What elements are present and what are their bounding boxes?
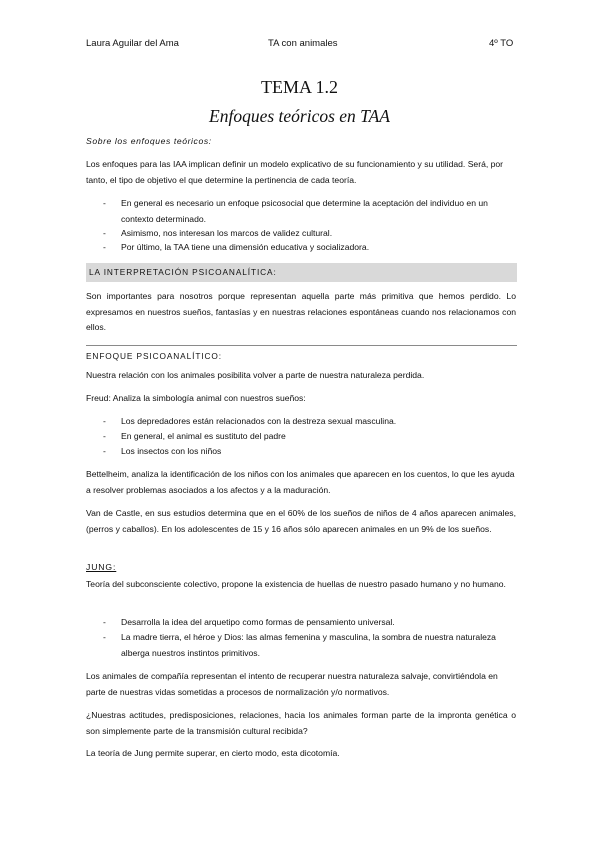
section1-paragraph: Son importantes para nosotros porque representan aquella parte más primitiva que hemos perdido. Lo expresamos en nuestros sueños, fantasías y en nuestras relaciones espontáneas cuando nos relacionamos con ellos. — [86, 291, 516, 332]
bettelheim-paragraph: Bettelheim, analiza la identificación de los niños con los animales que aparecen en los cuentos, lo que les ayuda a resolver problemas asociados a los afectos y a la maduración. — [86, 469, 515, 495]
page-subtitle: Enfoques teóricos en TAA — [209, 106, 390, 126]
bullet-dash: - — [103, 198, 106, 208]
bullet-text: Por último, la TAA tiene una dimensión educativa y socializadora. — [121, 242, 370, 252]
header-subject: TA con animales — [268, 38, 338, 49]
freud-bullet-2 — [103, 429, 516, 445]
question-paragraph: ¿Nuestras actitudes, predisposiciones, relaciones, hacia los animales forman parte de la impronta genética o son simplemente parte de la transmisión cultural recibida? — [86, 710, 516, 736]
bullet-text: Desarrolla la idea del arquetipo como formas de pensamiento universal. — [121, 617, 395, 627]
header-course: 4º TO — [489, 38, 514, 49]
section-title-psychoanalytic-interpretation: LA INTERPRETACIÓN PSICOANALÍTICA: — [86, 263, 517, 282]
intro-bullet-3 — [103, 240, 516, 256]
bullet-text: Los insectos con los niños — [121, 446, 222, 456]
intro-bullet-1 — [103, 196, 516, 227]
section2-paragraph: Nuestra relación con los animales posibilita volver a parte de nuestra naturaleza perdida. — [86, 370, 425, 380]
jung-paragraph: Teoría del subconsciente colectivo, propone la existencia de huellas de nuestro pasado humano y no humano. — [86, 579, 506, 589]
bullet-dash: - — [103, 431, 106, 441]
bullet-text: Asimismo, nos interesan los marcos de validez cultural. — [121, 228, 333, 238]
freud-bullet-1 — [103, 414, 516, 430]
companion-paragraph: Los animales de compañía representan el intento de recuperar nuestra naturaleza salvaje, convirtiéndola en parte de nuestras vidas sometidas a procesos de normalización y/o normativos. — [86, 671, 498, 697]
section-divider — [86, 345, 517, 346]
vandecastle-paragraph: Van de Castle, en sus estudios determina que en el 60% de los sueños de niños de 4 años aparecen animales, (perros y caballos). En los adolescentes de 15 y 16 años sólo aparecen animales en un 9% de los sueños. — [86, 508, 516, 534]
bullet-text: En general, el animal es sustituto del padre — [121, 431, 286, 441]
freud-line: Freud: Analiza la simbología animal con nuestros sueños: — [86, 393, 306, 403]
intro-heading: Sobre los enfoques teóricos: — [86, 136, 212, 146]
bullet-text: La madre tierra, el héroe y Dios: las almas femenina y masculina, la sombra de nuestra naturaleza alberga nuestros instintos primitivos. — [121, 632, 496, 658]
page-title: TEMA 1.2 — [260, 77, 338, 97]
bullet-text: En general es necesario un enfoque psicosocial que determine la aceptación del individuo en un contexto determinado. — [121, 198, 488, 224]
jung-heading: JUNG: — [86, 562, 117, 572]
bullet-dash: - — [103, 632, 106, 642]
final-paragraph: La teoría de Jung permite superar, en cierto modo, esta dicotomía. — [86, 748, 340, 758]
jung-bullet-1 — [103, 615, 516, 631]
header-author: Laura Aguilar del Ama — [86, 38, 179, 49]
bullet-dash: - — [103, 446, 106, 456]
freud-bullet-3 — [103, 444, 516, 460]
bullet-dash: - — [103, 228, 106, 238]
jung-bullet-2 — [103, 630, 516, 661]
bullet-dash: - — [103, 416, 106, 426]
bullet-text: Los depredadores están relacionados con la destreza sexual masculina. — [121, 416, 397, 426]
section-title-psychoanalytic-approach: ENFOQUE PSICOANALÍTICO: — [86, 351, 222, 361]
bullet-dash: - — [103, 617, 106, 627]
intro-paragraph: Los enfoques para las IAA implican definir un modelo explicativo de su funcionamiento y su utilidad. Será, por tanto, el tipo de objetivo el que determine la pertinencia de cada teoría. — [86, 159, 504, 185]
bullet-dash: - — [103, 242, 106, 252]
